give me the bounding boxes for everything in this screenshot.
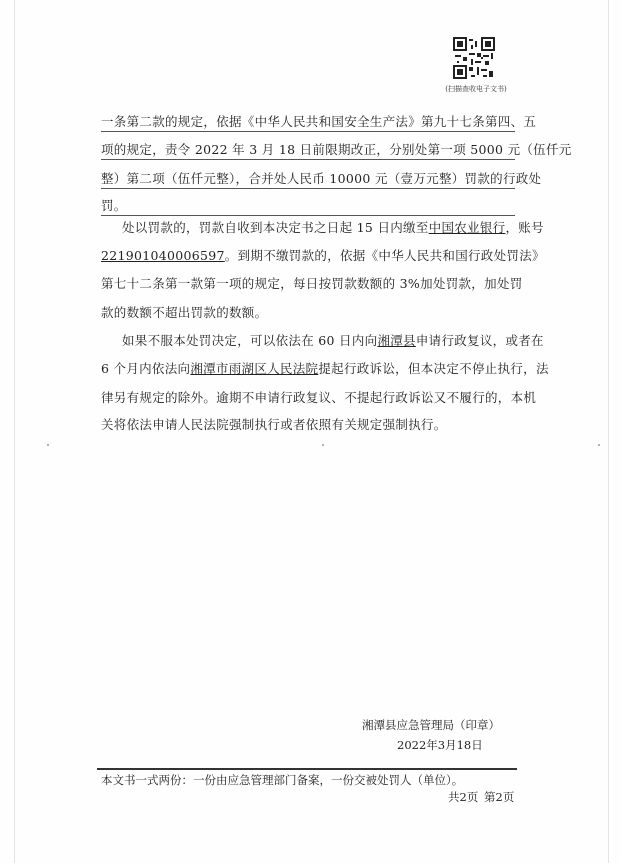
paragraph3-line bbox=[122, 333, 544, 349]
qr-caption: (扫描查收电子文书) bbox=[445, 85, 507, 93]
text: 。到期不缴罚款的，依据《中华人民共和国行政处罚法》 bbox=[224, 248, 545, 263]
paragraph3-line bbox=[101, 361, 549, 377]
footer-divider bbox=[97, 768, 517, 770]
scan-speck bbox=[598, 444, 600, 446]
scan-speck bbox=[47, 444, 49, 446]
scan-speck bbox=[322, 444, 324, 446]
page-edge-left bbox=[14, 0, 15, 863]
court-name: 湘潭市雨湖区人民法院 bbox=[190, 361, 319, 376]
paragraph1-line: 整）第二项（伍仟元整），合并处人民币 10000 元（壹万元整）罚款的行政处 bbox=[101, 171, 515, 189]
bank-name: 中国农业银行 bbox=[428, 220, 506, 235]
footer-note: 本文书一式两份：一份由应急管理部门备案，一份交被处罚人（单位）。 bbox=[101, 773, 464, 787]
paragraph2-line bbox=[101, 248, 545, 264]
text: ，账号 bbox=[505, 220, 544, 235]
review-organ: 湘潭县 bbox=[377, 333, 416, 348]
paragraph1-line: 项的规定，责令 2022 年 3 月 18 日前限期改正，分别处第一项 5000 元（伍仟元 bbox=[101, 142, 515, 160]
issuer-seal-text: 湘潭县应急管理局（印章） bbox=[362, 718, 500, 732]
paragraph2-line bbox=[122, 220, 544, 236]
text: 如果不服本处罚决定，可以依法在 60 日内向 bbox=[122, 333, 378, 348]
current-page: 第2页 bbox=[484, 790, 515, 804]
text: 提起行政诉讼，但本决定不停止执行，法 bbox=[318, 361, 549, 376]
paragraph1-line: 一条第二款的规定，依据《中华人民共和国安全生产法》第九十七条第四、五 bbox=[101, 114, 515, 132]
paragraph3-line: 关将依法申请人民法院强制执行或者依照有关规定强制执行。 bbox=[101, 417, 447, 432]
paragraph3-line: 律另有规定的除外。逾期不申请行政复议、不提起行政诉讼又不履行的，本机 bbox=[101, 390, 537, 405]
text: 处以罚款的，罚款自收到本决定书之日起 15 日内缴至 bbox=[122, 220, 429, 235]
text: 申请行政复议，或者在 bbox=[415, 333, 544, 348]
account-number: 221901040006597 bbox=[101, 248, 225, 263]
page-edge-right bbox=[608, 0, 609, 863]
paragraph1-line: 罚。 bbox=[101, 198, 515, 216]
text: 6 个月内依法向 bbox=[101, 361, 191, 376]
paragraph2-line: 款的数额不超出罚款的数额。 bbox=[101, 305, 268, 320]
issue-date: 2022年3月18日 bbox=[397, 738, 483, 752]
total-pages: 共2页 bbox=[448, 790, 479, 804]
paragraph2-line: 第七十二条第一款第一项的规定，每日按罚款数额的 3%加处罚款，加处罚 bbox=[101, 276, 523, 291]
qr-code-icon bbox=[453, 37, 495, 79]
